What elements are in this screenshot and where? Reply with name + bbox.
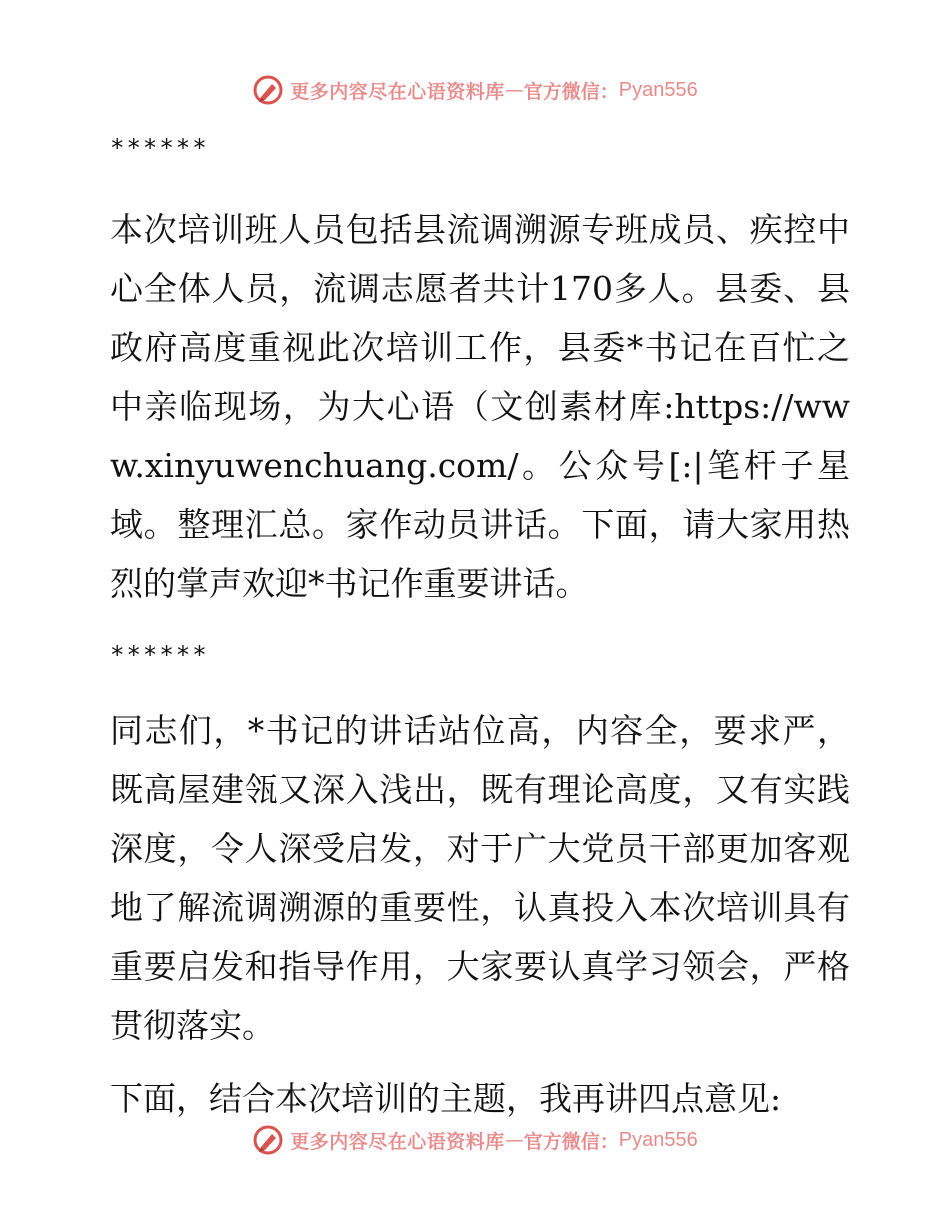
pen-logo-icon bbox=[252, 1124, 284, 1156]
watermark-brand: 更多内容尽在心语资料库 bbox=[290, 80, 505, 103]
watermark-wechat-label: 官方微信： bbox=[523, 1130, 619, 1153]
paragraph-speech-summary: 同志们，*书记的讲话站位高，内容全，要求严，既高屋建瓴又深入浅出，既有理论高度，又有实践深度，令人深受启发，对于广大党员干部更加客观地了解流调溯源的重要性，认真投入本次培训具有重要启发和指导作用，大家要认真学习领会，严格贯彻落实。 bbox=[110, 711, 850, 1045]
paragraph-four-points: 下面，结合本次培训的主题，我再讲四点意见: bbox=[110, 1079, 782, 1118]
watermark-wechat-label: 官方微信： bbox=[523, 80, 619, 103]
footer-watermark bbox=[0, 1120, 950, 1160]
watermark-separator: — bbox=[504, 79, 524, 101]
paragraph-training-intro: 本次培训班人员包括县流调溯源专班成员、疾控中心全体人员，流调志愿者共计170多人。县委、县政府高度重视此次培训工作，县委*书记在百忙之中亲临现场，为大心语（文创素材库:https://www.xinyuwenchuang.com/。公众号[:|笔杆子星域。整理汇总。家作动员讲话。下面，请大家用热烈的掌声欢迎*书记作重要讲话。 bbox=[110, 210, 850, 603]
watermark-wechat-id: Pyan556 bbox=[618, 1128, 698, 1151]
watermark-wechat-id: Pyan556 bbox=[618, 78, 698, 101]
watermark-separator: — bbox=[504, 1129, 524, 1151]
watermark-brand: 更多内容尽在心语资料库 bbox=[290, 1130, 505, 1153]
document-body bbox=[98, 128, 850, 1128]
pen-logo-icon bbox=[252, 74, 284, 106]
header-watermark bbox=[0, 70, 950, 110]
section-separator: ****** bbox=[110, 134, 209, 162]
section-separator: ****** bbox=[110, 641, 209, 669]
